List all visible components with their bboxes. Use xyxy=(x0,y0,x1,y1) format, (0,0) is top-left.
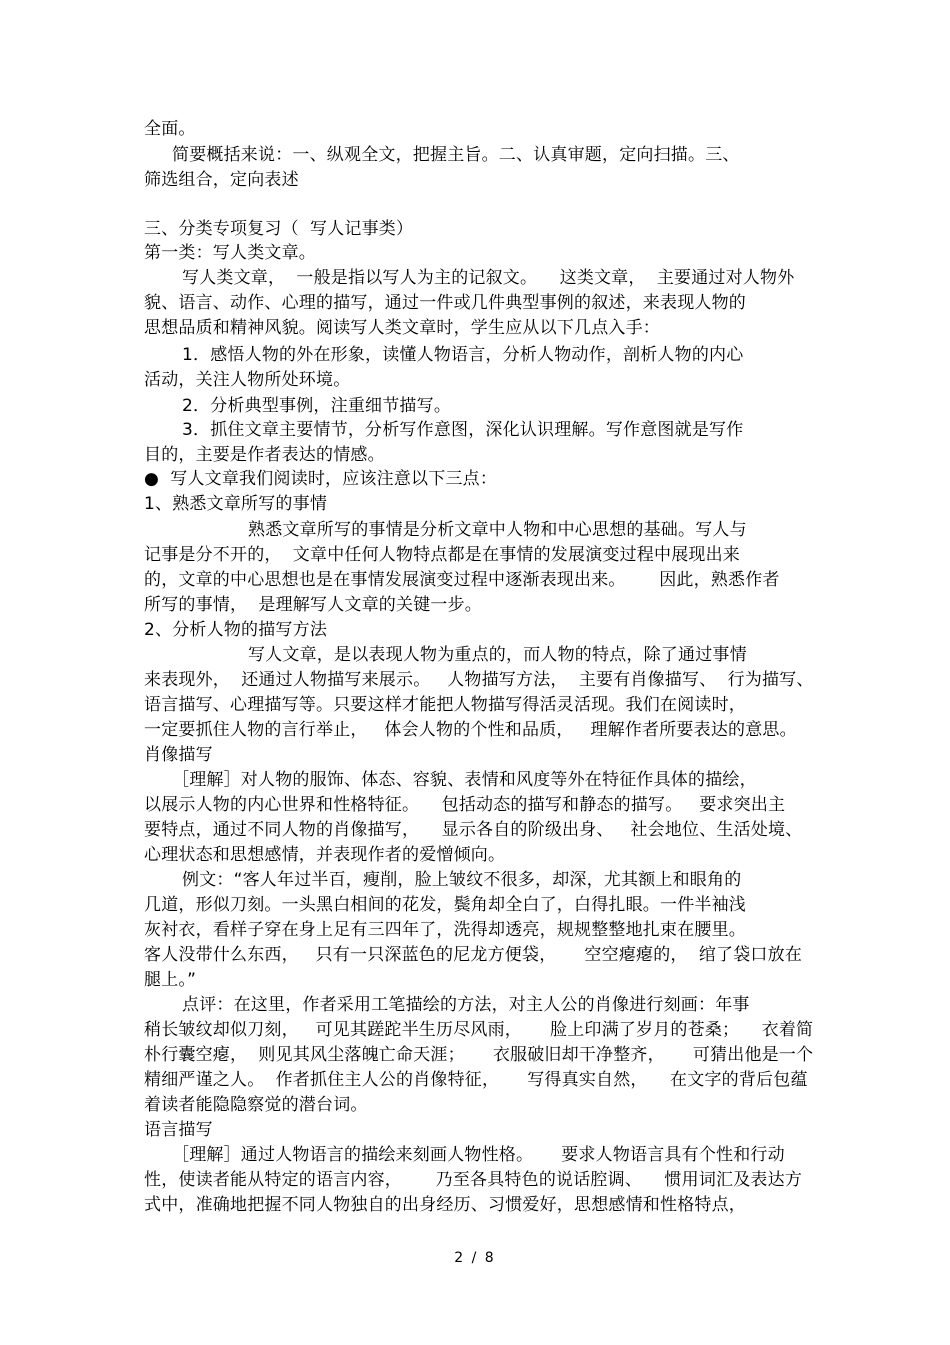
text-line: 要特点，通过不同人物的肖像描写， 显示各自的阶级出身、 社会地位、生活处境、 xyxy=(144,820,803,840)
subsection-heading: 第一类：写人类文章。 xyxy=(144,243,316,263)
bullet-heading: ● 写人文章我们阅读时，应该注意以下三点： xyxy=(144,469,498,489)
text-line: 心理状态和思想感情，并表现作者的爱憎倾向。 xyxy=(144,845,506,865)
text-line: 写人文章，是以表现人物为重点的，而人物的特点，除了通过事情 xyxy=(248,645,747,665)
text-line: 简要概括来说：一、纵观全文，把握主旨。二、认真审题，定向扫描。三、 xyxy=(172,145,740,165)
text-line: ［理解］对人物的服饰、体态、容貌、表情和风度等外在特征作具体的描绘， xyxy=(172,770,757,790)
list-item: 3．抓住文章主要情节，分析写作意图，深化认识理解。写作意图就是写作 xyxy=(182,420,744,440)
text-line: 以展示人物的内心世界和性格特征。 包括动态的描写和静态的描写。 要求突出主 xyxy=(144,795,786,815)
text-line: 思想品质和精神风貌。阅读写人类文章时，学生应从以下几点入手： xyxy=(144,318,660,338)
text-line: ［理解］通过人物语言的描绘来刻画人物性格。 要求人物语言具有个性和行动 xyxy=(172,1145,785,1165)
list-item: 2．分析典型事例，注重细节描写。 xyxy=(182,396,452,416)
text-line: 写人类文章， 一般是指以写人为主的记叙文。 这类文章， 主要通过对人物外 xyxy=(182,268,795,288)
subheading-language: 语言描写 xyxy=(144,1120,213,1140)
comment-text: 朴行囊空瘪， 则见其风尘落魄亡命天涯； 衣服破旧却干净整齐， 可猜出他是一个 xyxy=(144,1045,814,1065)
text-line: 一定要抓住人物的言行举止， 体会人物的个性和品质， 理解作者所要表达的意思。 xyxy=(144,720,797,740)
text-line: 全面。 xyxy=(144,119,196,139)
text-line: 性，使读者能从特定的语言内容， 乃至各具特色的说话腔调、 惯用词汇及表达方 xyxy=(144,1170,803,1190)
example-text: 例文：“客人年过半百，瘦削，脸上皱纹不很多，却深，尤其额上和眼角的 xyxy=(182,870,742,890)
text-line: 目的，主要是作者表达的情感。 xyxy=(144,445,385,465)
page-number: 2 / 8 xyxy=(454,1250,496,1266)
text-line: 的，文章的中心思想也是在事情发展演变过程中逐渐表现出来。 因此，熟悉作者 xyxy=(144,570,780,590)
list-item: 1．感悟人物的外在形象，读懂人物语言，分析人物动作，剖析人物的内心 xyxy=(182,345,744,365)
text-line: 活动，关注人物所处环境。 xyxy=(144,370,351,390)
example-text: 几道，形似刀刻。一头黑白相间的花发，鬓角却全白了，白得扎眼。一件半袖浅 xyxy=(144,895,746,915)
comment-text: 稍长皱纹却似刀刻， 可见其蹉跎半生历尽风雨， 脸上印满了岁月的苍桑； 衣着简 xyxy=(144,1020,814,1040)
text-line: 熟悉文章所写的事情是分析文章中人物和中心思想的基础。写人与 xyxy=(248,520,747,540)
example-text: 客人没带什么东西， 只有一只深蓝色的尼龙方便袋， 空空瘪瘪的， 绾了袋口放在 xyxy=(144,945,803,965)
text-line: 式中，准确地把握不同人物独自的出身经历、习惯爱好，思想感情和性格特点， xyxy=(144,1195,746,1215)
comment-text: 精细严谨之人。 作者抓住主人公的肖像特征， 写得真实自然， 在文字的背后包蕴 xyxy=(144,1070,808,1090)
point-heading: 1、熟悉文章所写的事情 xyxy=(144,494,328,514)
text-line: 来表现外， 还通过人物描写来展示。 人物描写方法， 主要有肖像描写、 行为描写、 xyxy=(144,670,814,690)
subheading-portrait: 肖像描写 xyxy=(144,745,213,765)
text-line: 语言描写、心理描写等。只要这样才能把人物描写得活灵活现。我们在阅读时， xyxy=(144,695,746,715)
comment-text: 着读者能隐隐察觉的潜台词。 xyxy=(144,1095,368,1115)
text-line: 记事是分不开的， 文章中任何人物特点都是在事情的发展演变过程中展现出来 xyxy=(144,545,741,565)
example-text: 灰衬衣，看样子穿在身上足有三四年了，洗得却透亮，规规整整地扎束在腰里。 xyxy=(144,920,746,940)
text-line: 貌、语言、动作、心理的描写，通过一件或几件典型事例的叙述，来表现人物的 xyxy=(144,293,746,313)
example-text: 腿上。” xyxy=(144,970,197,990)
comment-text: 点评：在这里，作者采用工笔描绘的方法，对主人公的肖像进行刻画：年事 xyxy=(182,995,750,1015)
text-line: 筛选组合，定向表述 xyxy=(144,170,299,190)
section-heading: 三、分类专项复习（ 写人记事类） xyxy=(144,219,414,239)
point-heading: 2、分析人物的描写方法 xyxy=(144,620,328,640)
text-line: 所写的事情， 是理解写人文章的关键一步。 xyxy=(144,595,483,615)
